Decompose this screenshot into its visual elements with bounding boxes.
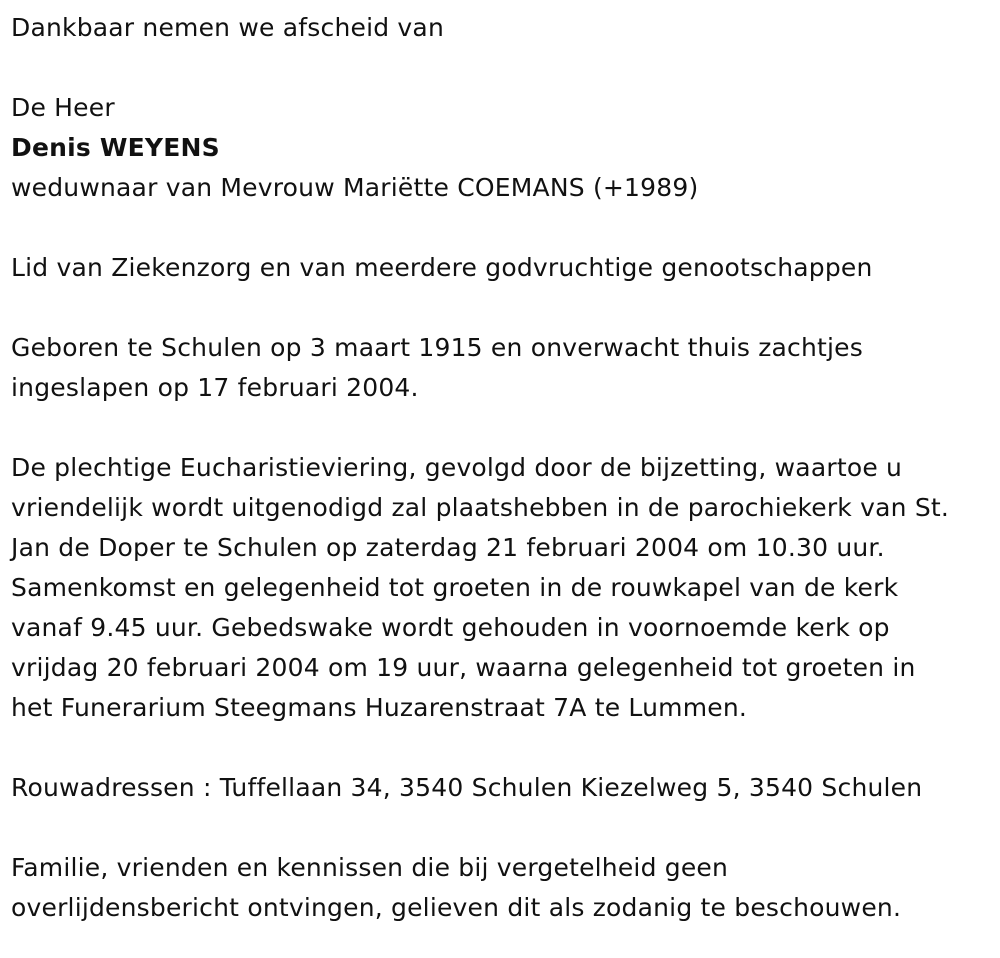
paragraph-line: ingeslapen op 17 februari 2004. [11,373,419,402]
paragraph-line: het Funerarium Steegmans Huzarenstraat 7A te Lummen. [11,693,748,722]
paragraph-line: vriendelijk wordt uitgenodigd zal plaatshebben in de parochiekerk van St. [11,493,950,522]
paragraph-line: overlijdensbericht ontvingen, gelieven dit als zodanig te beschouwen. [11,893,902,922]
deceased-name: Denis WEYENS [11,133,220,162]
spacer [11,48,1000,88]
membership-text: Lid van Ziekenzorg en van meerdere godvruchtige genootschappen [11,253,873,282]
birth-death-paragraph [11,328,1000,408]
widower-line: weduwnaar van Mevrouw Mariëtte COEMANS (+1989) [11,173,699,202]
spacer [11,808,1000,848]
paragraph-line: Jan de Doper te Schulen op zaterdag 21 februari 2004 om 10.30 uur. [11,533,885,562]
spacer [11,408,1000,448]
spacer [11,208,1000,248]
mourning-addresses: Rouwadressen : Tuffellaan 34, 3540 Schulen Kiezelweg 5, 3540 Schulen [11,773,923,802]
spacer [11,288,1000,328]
paragraph-line: Samenkomst en gelegenheid tot groeten in de rouwkapel van de kerk [11,573,899,602]
spacer [11,728,1000,768]
closing-paragraph [11,848,1000,928]
paragraph-line: Geboren te Schulen op 3 maart 1915 en onverwacht thuis zachtjes [11,333,863,362]
paragraph-line: Familie, vrienden en kennissen die bij vergetelheid geen [11,853,729,882]
paragraph-line: vanaf 9.45 uur. Gebedswake wordt gehouden in voornoemde kerk op [11,613,890,642]
intro-text: Dankbaar nemen we afscheid van [11,13,444,42]
paragraph-line: vrijdag 20 februari 2004 om 19 uur, waarna gelegenheid tot groeten in [11,653,916,682]
salutation: De Heer [11,93,115,122]
ceremony-paragraph [11,448,1000,728]
paragraph-line: De plechtige Eucharistieviering, gevolgd door de bijzetting, waartoe u [11,453,903,482]
